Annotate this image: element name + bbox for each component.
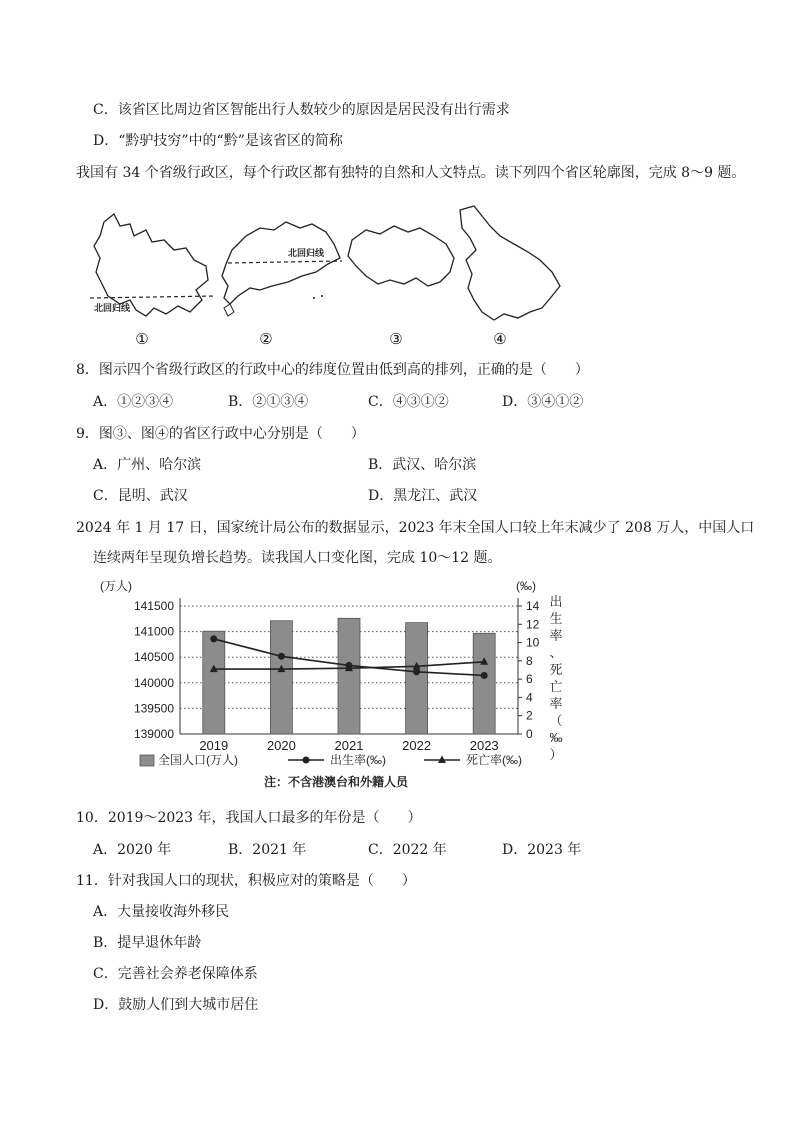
right-tick-label: 12 xyxy=(526,617,540,632)
right-axis-label-char: 死 xyxy=(549,662,563,677)
right-axis-label-char: 、 xyxy=(549,645,563,660)
x-tick-label: 2023 xyxy=(469,738,499,753)
right-axis-label-char: 率 xyxy=(549,696,563,711)
left-tick-label: 139500 xyxy=(133,701,174,716)
province-map-1 xyxy=(90,214,216,348)
map-label-3: ③ xyxy=(389,331,403,348)
population-bar xyxy=(270,621,292,734)
population-chart xyxy=(88,576,578,798)
province-map-3 xyxy=(348,226,454,348)
intro-10-12-line1: 2024 年 1 月 17 日，国家统计局公布的数据显示，2023 年末全国人口较上年末减少了 208 万人，中国人口 xyxy=(76,520,755,536)
q10-option-c: C．2022 年 xyxy=(368,842,447,858)
q9-option-a: A．广州、哈尔滨 xyxy=(93,457,202,473)
birth-rate-point xyxy=(413,668,420,675)
province-outline-2 xyxy=(222,222,340,304)
map-label-4: ④ xyxy=(493,331,507,348)
population-bar xyxy=(406,623,428,734)
right-axis-label-char: 出 xyxy=(549,594,563,609)
legend-birth-marker xyxy=(303,757,310,764)
q8-option-d: D．③④①② xyxy=(502,394,584,410)
q10-stem: 10．2019～2023 年，我国人口最多的年份是（ ） xyxy=(76,810,422,826)
intro-8-9: 我国有 34 个省级行政区，每个行政区都有独特的自然和人文特点。读下列四个省区轮廓图，完成 8～9 题。 xyxy=(76,165,746,181)
province-outline-3 xyxy=(348,226,454,286)
left-tick-label: 140500 xyxy=(133,650,174,665)
chart-note: 注：不含港澳台和外籍人员 xyxy=(264,775,409,789)
q9-option-b: B．武汉、哈尔滨 xyxy=(368,457,477,473)
province-maps-svg xyxy=(90,200,630,350)
left-tick-label: 139000 xyxy=(133,727,174,741)
legend-birth-rate: 出生率(‰) xyxy=(330,753,386,767)
population-bar xyxy=(338,618,360,734)
right-axis-label-char: 率 xyxy=(549,628,563,643)
left-tick-label: 141000 xyxy=(133,624,174,639)
right-tick-label: 8 xyxy=(526,653,533,668)
x-tick-label: 2019 xyxy=(199,738,229,753)
right-axis-unit: (‰) xyxy=(516,579,536,593)
right-tick-label: 10 xyxy=(526,635,540,650)
q11-option-c: C．完善社会养老保障体系 xyxy=(93,966,258,982)
q7-option-c: C．该省区比周边省区智能出行人数较少的原因是居民没有出行需求 xyxy=(93,102,510,118)
right-axis-label-char: 亡 xyxy=(549,679,563,694)
legend-bar-swatch xyxy=(140,755,154,766)
population-bar xyxy=(203,631,225,734)
population-chart-svg xyxy=(88,576,578,798)
birth-rate-point xyxy=(278,653,285,660)
q8-option-a: A．①②③④ xyxy=(93,394,174,410)
map-label-2: ② xyxy=(259,331,273,348)
right-tick-label: 2 xyxy=(526,708,533,723)
x-tick-label: 2021 xyxy=(334,738,364,753)
tropic-label-2: 北回归线 xyxy=(288,248,325,258)
legend-population: 全国人口(万人) xyxy=(158,753,238,767)
q8-stem: 8．图示四个省级行政区的行政中心的纬度位置由低到高的排列，正确的是（ ） xyxy=(76,362,589,378)
province-map-2 xyxy=(222,222,342,348)
right-tick-label: 4 xyxy=(526,690,533,705)
island-dot xyxy=(313,297,315,299)
q11-option-b: B．提早退休年龄 xyxy=(93,935,202,951)
right-axis-label-char: （ xyxy=(549,713,563,728)
peninsula-2 xyxy=(224,304,234,316)
island-dot xyxy=(321,295,323,297)
x-tick-label: 2022 xyxy=(402,738,432,753)
q11-stem: 11．针对我国人口的现状，积极应对的策略是（ ） xyxy=(76,873,416,889)
q11-option-a: A．大量接收海外移民 xyxy=(93,904,230,920)
right-axis-label-char: 生 xyxy=(549,611,563,626)
left-tick-label: 140000 xyxy=(133,675,174,690)
q11-option-d: D．鼓励人们到大城市居住 xyxy=(93,997,259,1013)
right-tick-label: 6 xyxy=(526,672,533,687)
tropic-label-1: 北回归线 xyxy=(94,303,131,313)
map-label-1: ① xyxy=(135,331,149,348)
right-axis-label-char: ） xyxy=(549,747,563,762)
province-outline-maps xyxy=(90,200,630,350)
left-tick-label: 141500 xyxy=(133,599,174,613)
q10-option-a: A．2020 年 xyxy=(93,842,172,858)
legend-death-rate: 死亡率(‰) xyxy=(466,753,522,767)
province-outline-1 xyxy=(94,214,208,316)
q9-option-d: D．黑龙江、武汉 xyxy=(368,488,478,504)
tropic-line-2 xyxy=(228,261,342,263)
q10-option-d: D．2023 年 xyxy=(502,842,582,858)
population-bar xyxy=(473,633,495,734)
q8-option-c: C．④③①② xyxy=(368,394,449,410)
q7-option-d: D．“黔驴技穷”中的“黔”是该省区的简称 xyxy=(93,133,343,149)
q9-stem: 9．图③、图④的省区行政中心分别是（ ） xyxy=(76,426,365,442)
q9-option-c: C．昆明、武汉 xyxy=(93,488,188,504)
right-tick-label: 0 xyxy=(526,727,533,741)
right-tick-label: 14 xyxy=(526,599,540,613)
q10-option-b: B．2021 年 xyxy=(228,842,307,858)
birth-rate-point xyxy=(210,635,217,642)
right-axis-label-char: ‰ xyxy=(549,730,563,745)
x-tick-label: 2020 xyxy=(266,738,296,753)
intro-10-12-line2: 连续两年呈现负增长趋势。读我国人口变化图，完成 10～12 题。 xyxy=(93,550,502,566)
province-outline-4 xyxy=(460,206,560,320)
birth-rate-point xyxy=(481,672,488,679)
q8-option-b: B．②①③④ xyxy=(228,394,309,410)
province-map-4 xyxy=(460,206,560,348)
left-axis-unit: (万人) xyxy=(100,579,132,593)
